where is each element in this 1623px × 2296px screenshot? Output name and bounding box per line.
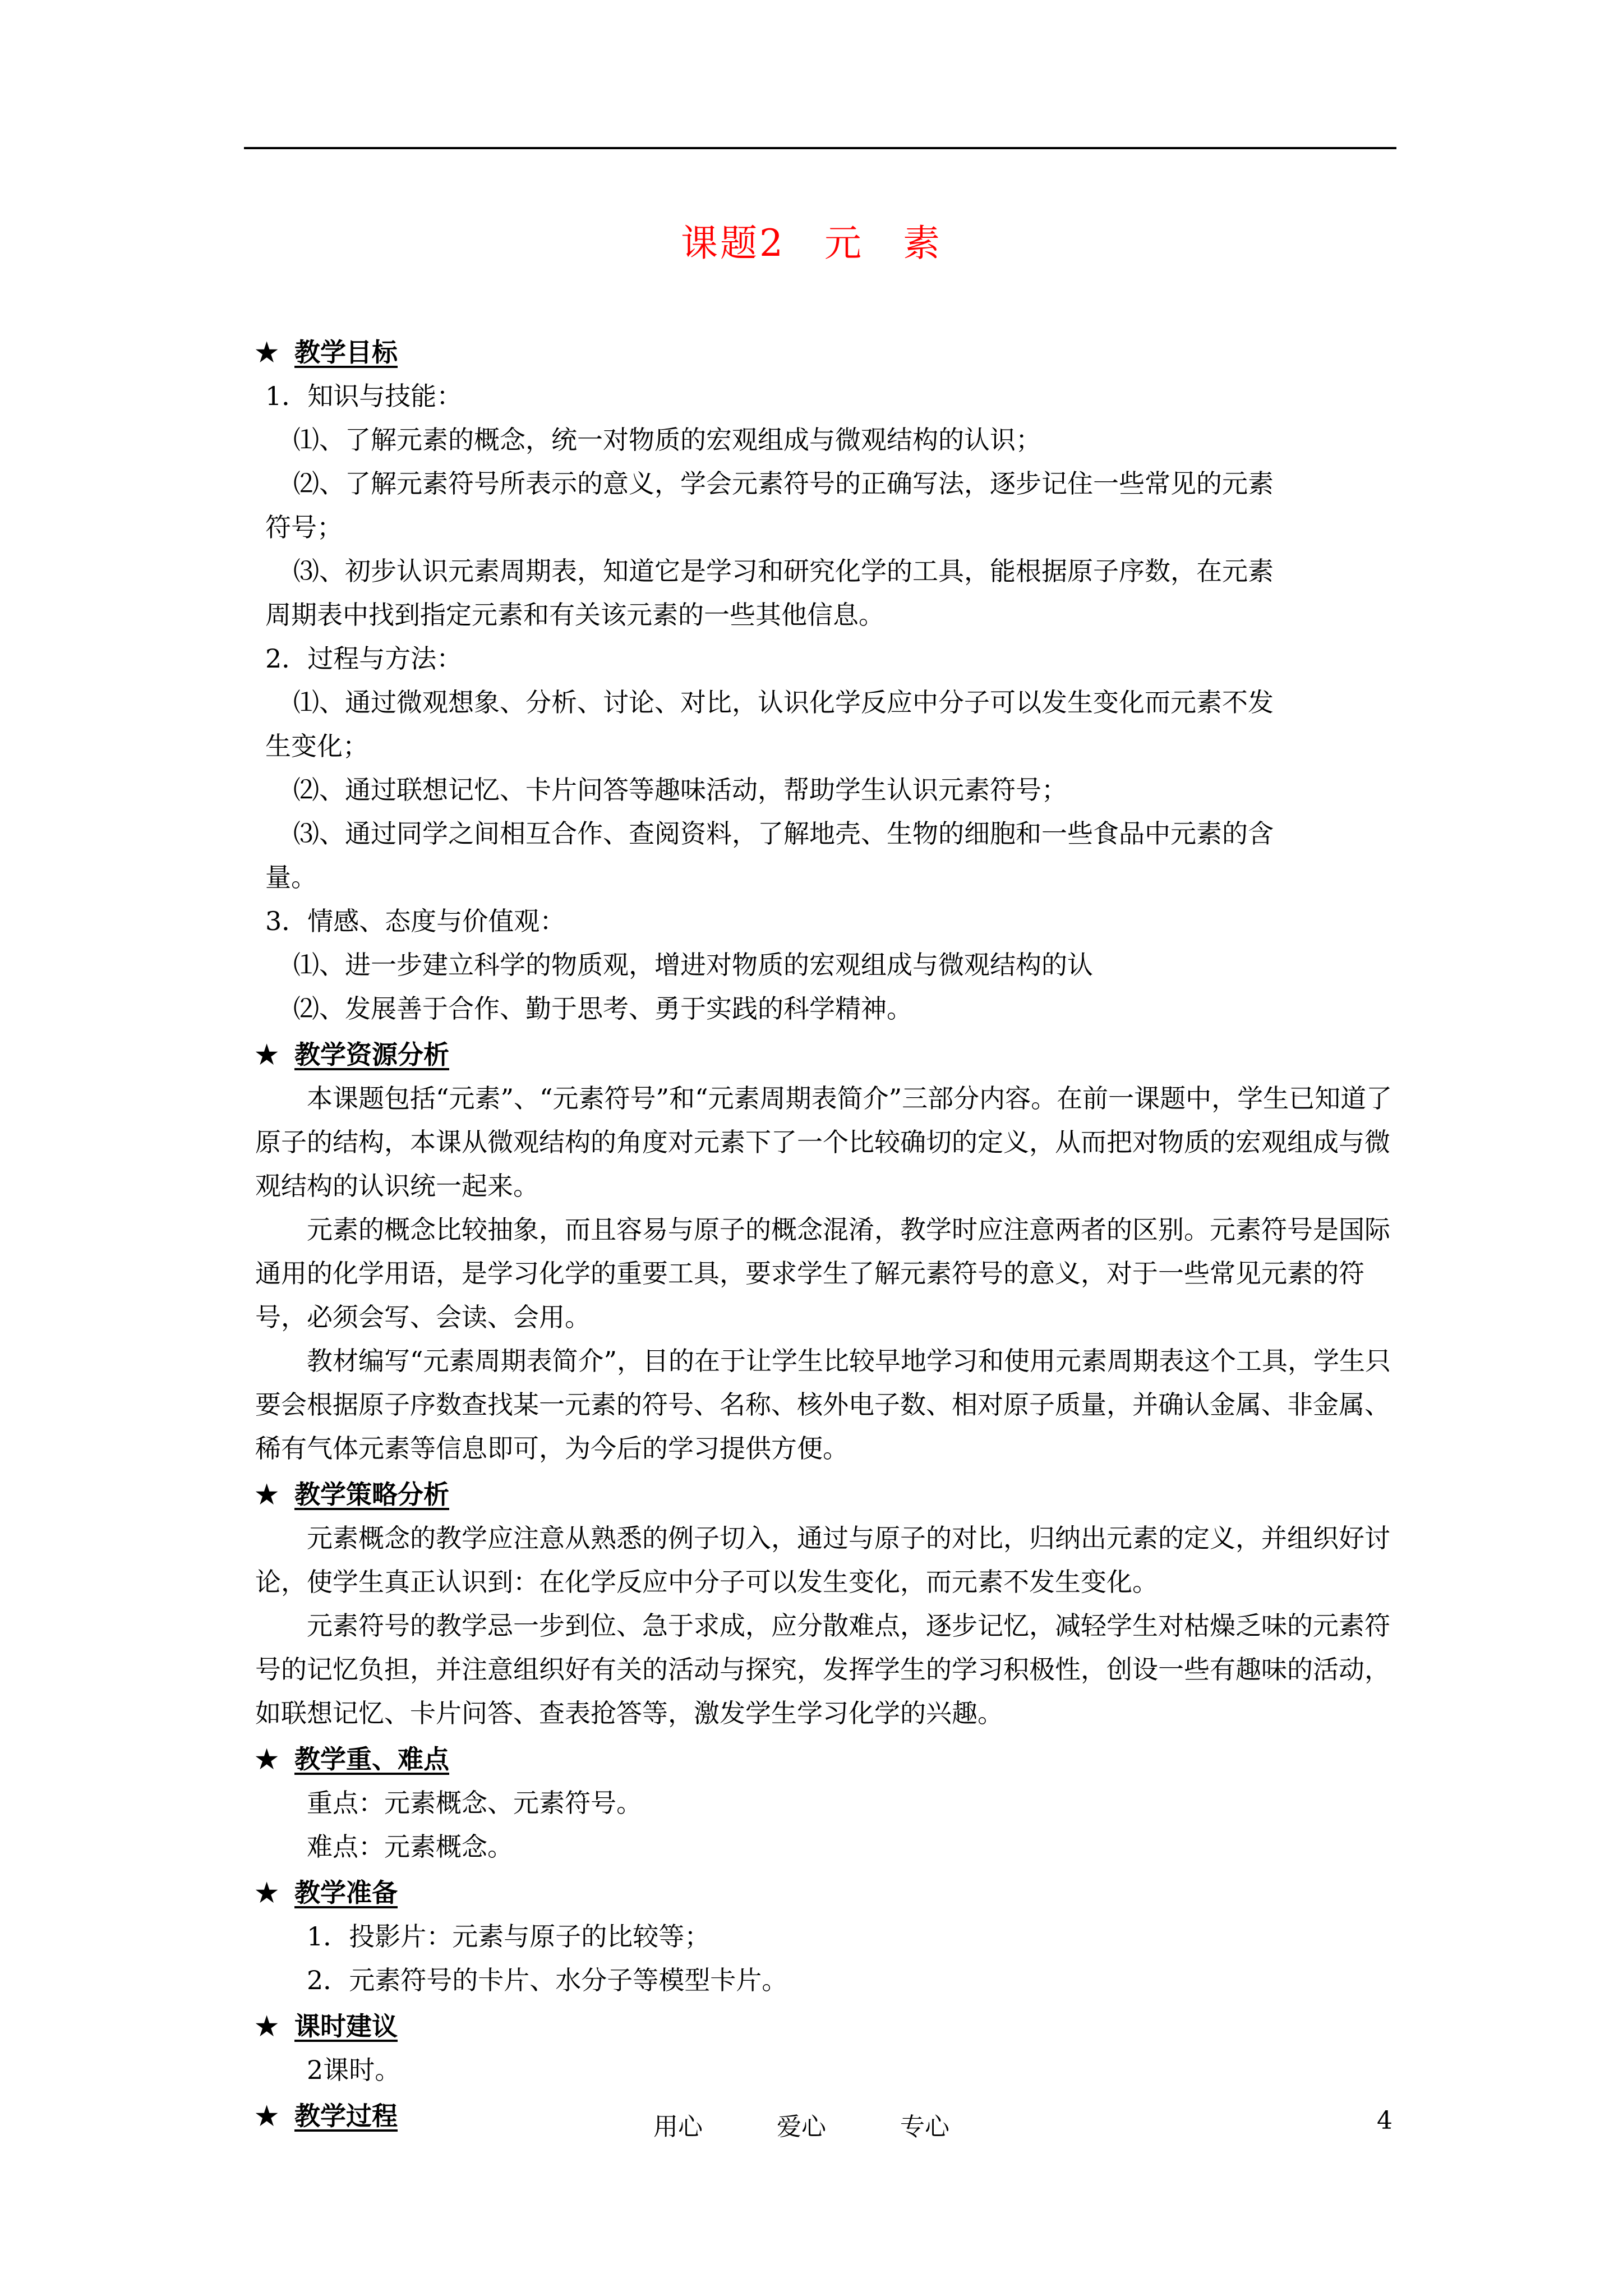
section-heading-preparation: ★ 教学准备 [255,1871,1396,1915]
goals-k2: ⑵、了解元素符号所表示的意义，学会元素符号的正确写法，逐步记住一些常见的元素 符号； [265,468,1274,542]
goals-process-title: 2．过程与方法： [265,643,463,674]
strategy-paragraph-2: 元素符号的教学忌一步到位、急于求成，应分散难点，逐步记忆，减轻学生对枯燥乏味的元素符号的记忆负担，并注意组织好有关的活动与探究，发挥学生的学习积极性，创设一些有趣味的活动，如联想记忆、卡片问答、查表抢答等，激发学生学习化学的兴趣。 [255,1611,1390,1728]
section-heading-strategy: ★ 教学策略分析 [255,1473,1396,1516]
strategy-paragraph-1: 元素概念的教学应注意从熟悉的例子切入，通过与原子的对比，归纳出元素的定义，并组织好讨论，使学生真正认识到：在化学反应中分子可以发生变化，而元素不发生变化。 [255,1523,1390,1597]
star-icon: ★ [255,337,279,367]
footer-motto: 用心 爱心 专心 [653,2113,949,2141]
page-title: 课题2 元 素 [681,222,942,265]
section-heading-hours: ★ 课时建议 [255,2004,1396,2048]
goals-k1: ⑴、了解元素的概念，统一对物质的宏观组成与微观结构的认识； [293,425,1041,455]
goals-emotion-title: 3．情感、态度与价值观： [265,906,566,936]
star-icon: ★ [255,1039,279,1070]
resources-paragraph-3: 教材编写“元素周期表简介”，目的在于让学生比较早地学习和使用元素周期表这个工具，学生只要会根据原子序数查找某一元素的符号、名称、核外电子数、相对原子质量，并确认金属、非金属、稀有气体元素等信息即可，为今后的学习提供方便。 [255,1346,1391,1464]
keypoints-difficult: 难点：元素概念。 [307,1832,513,1862]
goals-p2: ⑵、通过联想记忆、卡片问答等趣味活动，帮助学生认识元素符号； [293,775,1067,805]
resources-paragraph-1: 本课题包括“元素”、“元素符号”和“元素周期表简介”三部分内容。在前一课题中，学生已知道了原子的结构，本课从微观结构的角度对元素下了一个比较确切的定义，从而把对物质的宏观组成与微观结构的认识统一起来。 [255,1083,1393,1201]
section-heading-resources: ★ 教学资源分析 [255,1033,1396,1076]
resources-paragraph-2: 元素的概念比较抽象，而且容易与原子的概念混淆，教学时应注意两者的区别。元素符号是国际通用的化学用语，是学习化学的重要工具，要求学生了解元素符号的意义，对于一些常见元素的符号，必须会写、会读、会用。 [255,1214,1390,1332]
goals-knowledge-title: 1．知识与技能： [265,381,463,411]
header-rule [244,147,1396,149]
star-icon: ★ [255,1878,279,1908]
goals-k3: ⑶、初步认识元素周期表，知道它是学习和研究化学的工具，能根据原子序数，在元素 周期表中找到指定元素和有关该元素的一些其他信息。 [265,556,1274,630]
goals-e1: ⑴、进一步建立科学的物质观，增进对物质的宏观组成与微观结构的认 [293,950,1093,980]
preparation-item-2: 2．元素符号的卡片、水分子等模型卡片。 [307,1965,788,1995]
goals-p3: ⑶、通过同学之间相互合作、查阅资料，了解地壳、生物的细胞和一些食品中元素的含 量。 [265,818,1274,892]
section-heading-goals: ★ 教学目标 [255,330,1396,374]
star-icon: ★ [255,2101,279,2131]
section-heading-keypoints: ★ 教学重、难点 [255,1737,1396,1781]
goals-e2: ⑵、发展善于合作、勤于思考、勇于实践的科学精神。 [293,993,912,1024]
page-number: 4 [1377,2106,1393,2135]
star-icon: ★ [255,1744,279,1774]
star-icon: ★ [255,1479,279,1510]
preparation-item-1: 1．投影片：元素与原子的比较等； [307,1921,711,1952]
section-heading-process: ★ 教学过程 [255,2094,1396,2138]
goals-p1: ⑴、通过微观想象、分析、讨论、对比，认识化学反应中分子可以发生变化而元素不发 生变化； [265,687,1274,761]
hours-text: 2课时。 [307,2055,401,2085]
star-icon: ★ [255,2011,279,2041]
keypoints-key: 重点：元素概念、元素符号。 [307,1788,642,1818]
document-body [255,328,1396,2138]
